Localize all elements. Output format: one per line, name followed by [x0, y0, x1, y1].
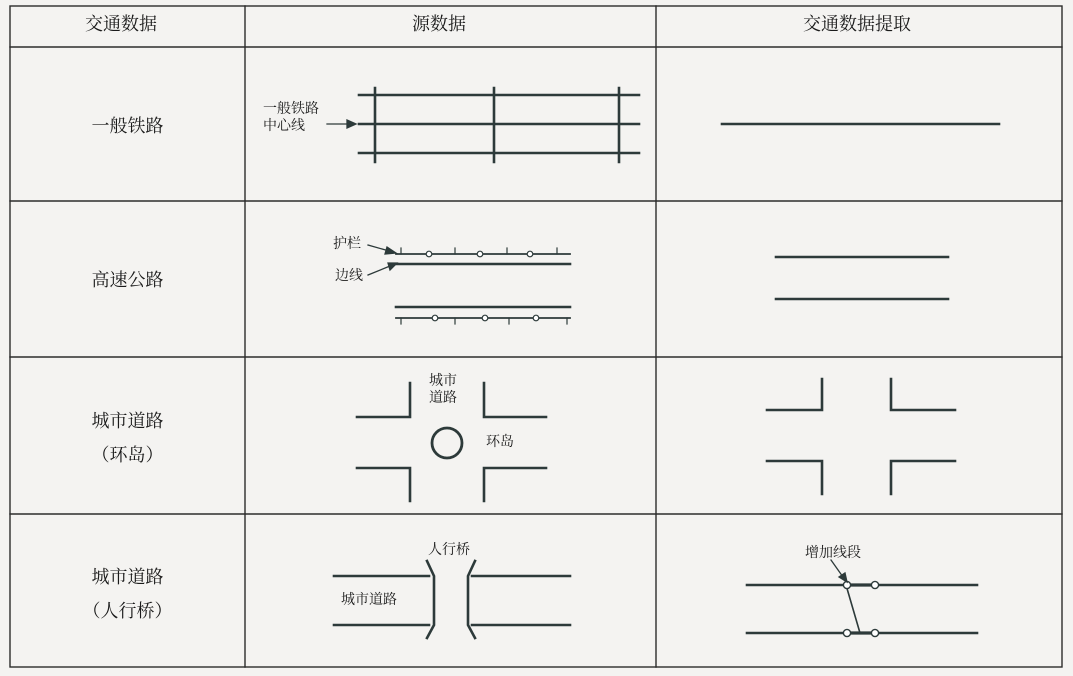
annotation-urban-road-inline: 城市道路: [341, 592, 397, 608]
row-label-railway-name: 一般铁路: [91, 116, 164, 137]
annotation-edge: 边线: [335, 268, 363, 284]
row-label-roundabout-note: （环岛）: [91, 445, 164, 466]
row-label-roundabout-name: 城市道路: [91, 411, 164, 432]
header-source-data: 源数据: [412, 14, 466, 35]
highway-source-figure: [396, 248, 570, 324]
annotation-footbridge: 人行桥: [428, 542, 470, 558]
row-label-highway: [10, 264, 245, 298]
annotation-railway-line1: 一般铁路: [263, 101, 319, 117]
annotation-railway-center-line: [263, 101, 319, 135]
row-label-highway-name: 高速公路: [91, 270, 164, 291]
row-label-roundabout: [10, 405, 245, 473]
annotation-urban-road: [429, 373, 457, 407]
footbridge-extracted-figure: [747, 581, 977, 636]
row-label-railway: [10, 110, 245, 144]
annotation-guardrail: 护栏: [333, 236, 361, 252]
row-label-footbridge-note: （人行桥）: [82, 601, 173, 622]
header-extraction: 交通数据提取: [803, 14, 911, 35]
annotation-urban-road-line2: 道路: [429, 390, 457, 406]
railway-pointer-arrow: [327, 120, 356, 128]
highway-pointer-arrows: [368, 245, 397, 275]
annotation-urban-road-line1: 城市: [429, 373, 457, 389]
roundabout-extracted-figure: [767, 379, 955, 494]
annotation-added-segment: 增加线段: [805, 545, 861, 561]
railway-source-figure: [359, 88, 639, 162]
row-label-footbridge-name: 城市道路: [91, 567, 164, 588]
annotation-railway-line2: 中心线: [263, 118, 305, 134]
annotation-roundabout: 环岛: [486, 434, 514, 450]
row-label-footbridge: [10, 561, 245, 629]
highway-extracted-lines: [776, 257, 948, 299]
added-segment-pointer-arrow: [831, 560, 847, 582]
header-traffic-data: 交通数据: [85, 14, 157, 35]
